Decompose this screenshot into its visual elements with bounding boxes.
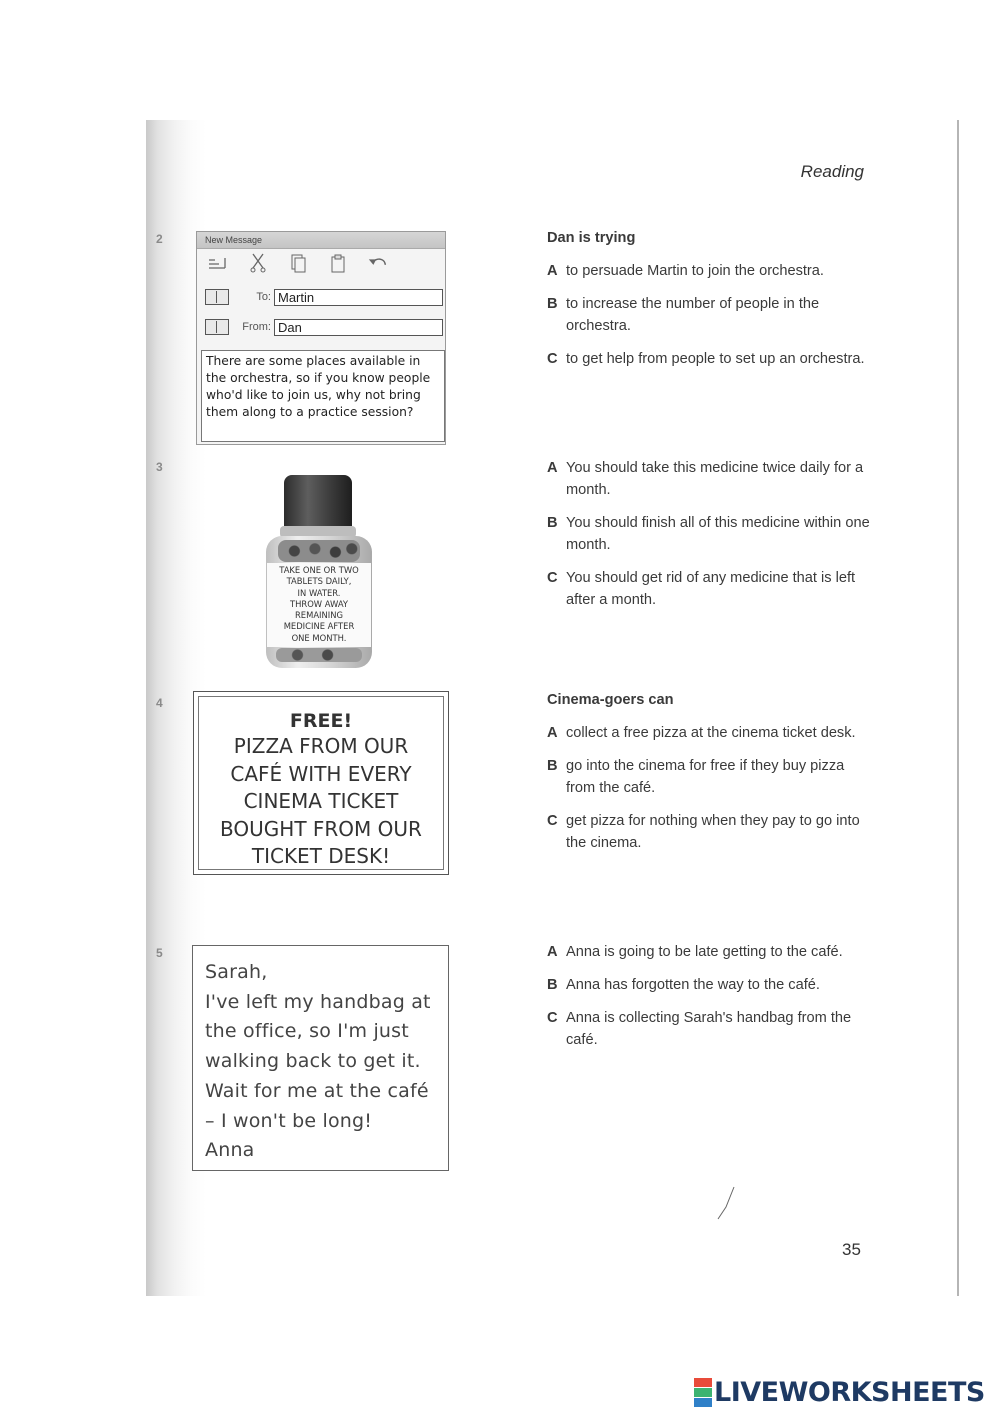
from-field: Dan [274,319,443,336]
option-text: go into the cinema for free if they buy pizza from the café. [566,758,845,796]
handwritten-note [192,945,449,1171]
option-text: You should take this medicine twice daily for a month. [566,460,864,498]
question-number-5: 5 [156,946,163,960]
email-body: There are some places available in the orchestra, so if you know people who'd like to join us, why not bring them along to a practice session? [201,350,445,442]
question-number-4: 4 [156,696,163,710]
option-b[interactable] [547,293,877,337]
option-text: to increase the number of people in the orchestra. [566,296,820,334]
liveworksheets-logo [694,1377,985,1408]
notice-line: CINEMA TICKET [243,789,399,813]
note-line: Sarah, [205,961,268,983]
option-a[interactable] [547,941,877,963]
note-line: walking back to get it. [205,1050,421,1073]
pizza-notice-inner [198,696,444,870]
email-window-title: New Message [197,232,445,249]
pen-mark [714,1185,744,1225]
undo-icon [367,252,389,274]
option-letter: C [547,570,558,586]
note-line: I've left my handbag at [205,990,431,1013]
option-letter: A [547,263,558,279]
option-letter: B [547,977,558,993]
question-4 [547,692,877,865]
notice-line: PIZZA FROM OUR [233,734,409,758]
option-c[interactable] [547,1007,877,1051]
option-text: Anna is collecting Sarah's handbag from the café. [566,1010,852,1048]
pills [276,648,362,662]
question-2 [547,230,877,381]
from-label: From: [242,321,271,333]
option-text: Anna is going to be late getting to the café. [566,944,843,960]
option-text: You should finish all of this medicine within one month. [566,515,870,553]
question-stem: Cinema-goers can [547,692,674,708]
question-stem: Dan is trying [547,230,636,246]
to-row [205,288,443,306]
bottle-label-line: REMAINING [294,610,344,621]
option-letter: A [547,725,558,741]
question-5 [547,941,877,1062]
notice-line: BOUGHT FROM OUR [220,816,422,841]
notice-line: CAFÉ WITH EVERY [230,761,412,786]
option-c[interactable] [547,810,877,854]
logo-block [694,1378,712,1387]
scissors-icon [247,252,269,274]
notice-title: FREE! [289,710,353,732]
section-label: Reading [800,162,864,181]
copy-icon [287,252,309,274]
option-letter: C [547,351,558,367]
option-letter: B [547,758,558,774]
pills [278,540,360,562]
option-b[interactable] [547,512,877,556]
note-line: – I won't be long! [205,1109,373,1132]
logo-mark-icon [694,1378,712,1408]
note-line: Anna [205,1139,255,1162]
option-text: to persuade Martin to join the orchestra. [566,263,824,279]
option-a[interactable] [547,260,877,282]
bottle-label-line: IN WATER. [297,587,341,598]
note-line: the office, so I'm just [205,1020,409,1043]
from-row [205,318,443,336]
option-text: Anna has forgotten the way to the café. [566,977,820,993]
pizza-notice [193,691,449,875]
option-a[interactable] [547,457,877,501]
option-letter: A [547,460,558,476]
option-letter: B [547,515,558,531]
logo-block [694,1388,712,1397]
notice-line: TICKET DESK! [251,844,391,868]
option-a[interactable] [547,722,877,744]
bottle-label [267,563,371,647]
option-letter: A [547,944,558,960]
email-window [196,231,446,445]
logo-block [694,1398,712,1407]
address-book-icon [205,319,229,335]
option-text: get pizza for nothing when they pay to go into the cinema. [566,813,860,851]
note-line: Wait for me at the café [205,1079,429,1102]
question-3 [547,457,877,622]
option-letter: C [547,813,558,829]
option-c[interactable] [547,567,877,611]
send-icon [207,252,229,274]
bottle-label-line: TABLETS DAILY, [286,576,352,587]
option-c[interactable] [547,348,877,370]
bottle-label-line: ONE MONTH. [291,632,347,643]
bottle-label-line: MEDICINE AFTER [283,621,355,632]
paste-icon [327,252,349,274]
address-book-icon [205,289,229,305]
option-letter: B [547,296,558,312]
option-text: collect a free pizza at the cinema ticket desk. [566,725,856,741]
bottle-label-line: TAKE ONE OR TWO [279,565,359,575]
question-number-3: 3 [156,460,163,474]
option-b[interactable] [547,974,877,996]
medicine-bottle [262,470,376,670]
option-b[interactable] [547,755,877,799]
bottle-label-line: THROW AWAY [289,598,349,609]
option-letter: C [547,1010,558,1026]
question-number-2: 2 [156,232,163,246]
to-field: Martin [274,289,443,306]
bottle-cap [284,475,352,529]
email-toolbar [207,252,389,278]
option-text: You should get rid of any medicine that is left after a month. [566,570,856,608]
page-edge [957,120,959,1296]
logo-text: LIVEWORKSHEETS [714,1377,985,1408]
note-text [205,958,431,1166]
to-label: To: [256,291,271,303]
option-text: to get help from people to set up an orchestra. [566,351,865,367]
page-number: 35 [842,1240,861,1259]
